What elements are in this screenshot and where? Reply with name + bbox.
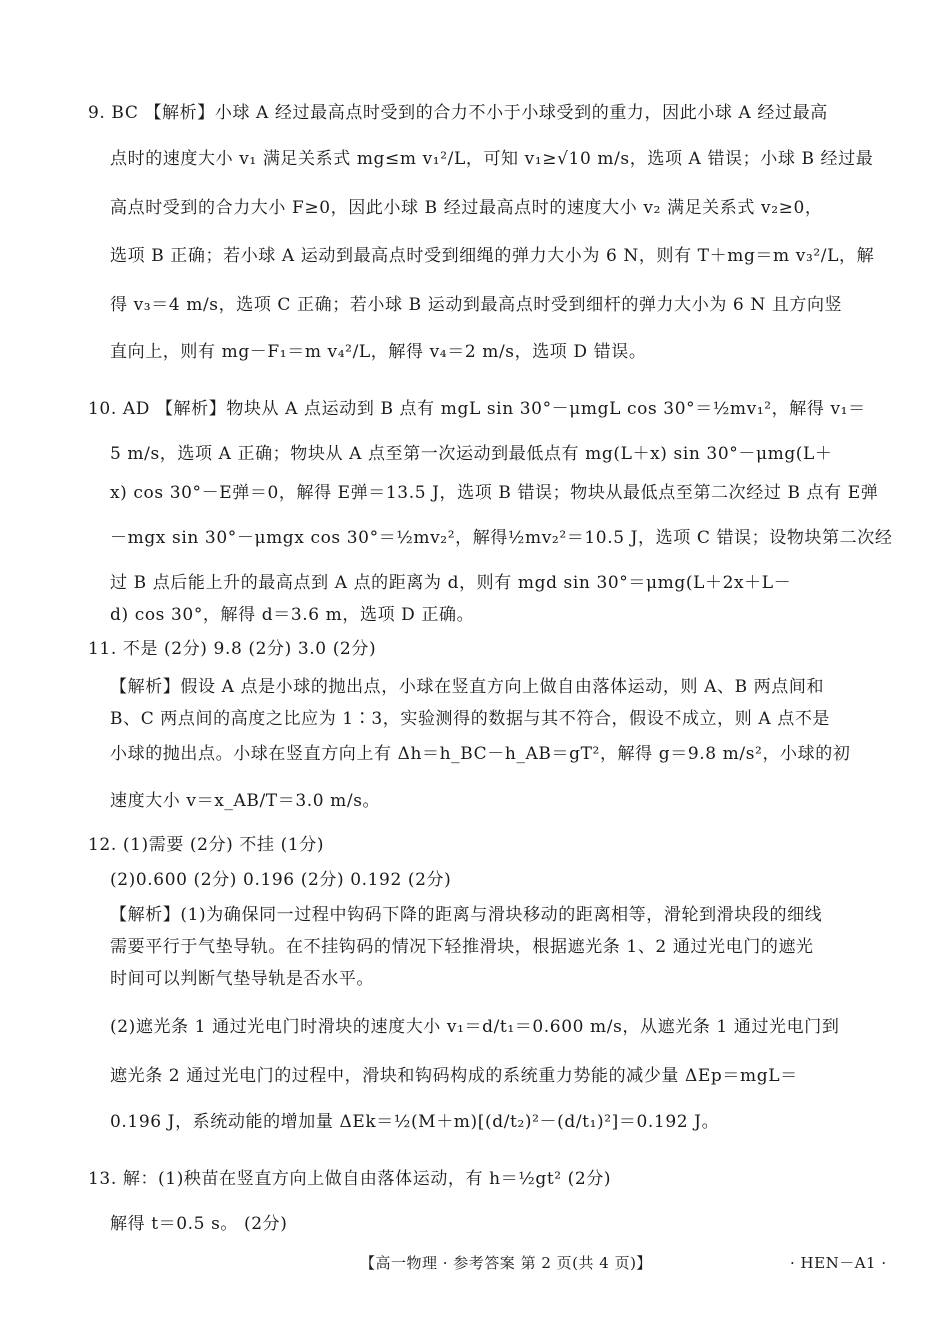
text-line: 9. BC 【解析】小球 A 经过最高点时受到的合力不小于小球受到的重力，因此小球 A 经过最高 (88, 103, 828, 123)
page-footer (0, 1252, 950, 1276)
text-line: 13. 解：(1)秧苗在竖直方向上做自由落体运动，有 h＝½gt² (2分) (88, 1169, 612, 1189)
text-line: 需要平行于气垫导轨。在不挂钩码的情况下轻推滑块，根据遮光条 1、2 通过光电门的遮光 (110, 937, 814, 957)
text-line: 解得 t＝0.5 s。 (2分) (110, 1214, 288, 1234)
text-line: 10. AD 【解析】物块从 A 点运动到 B 点有 mgL sin 30°－μmgL cos 30°＝½mv₁²，解得 v₁＝ (88, 399, 866, 419)
text-line: 直向上，则有 mg－F₁＝m v₄²/L，解得 v₄＝2 m/s，选项 D 错误。 (110, 342, 647, 362)
text-line: －mgx sin 30°－μmgx cos 30°＝½mv₂²，解得½mv₂²＝10.5 J，选项 C 错误；设物块第二次经 (110, 528, 893, 548)
text-line: 11. 不是 (2分) 9.8 (2分) 3.0 (2分) (88, 639, 377, 659)
text-line: 小球的抛出点。小球在竖直方向上有 Δh＝h_BC－h_AB＝gT²，解得 g＝9.8 m/s²，小球的初 (110, 744, 851, 764)
footer-page-info: 【高一物理 · 参考答案 第 2 页(共 4 页)】 (360, 1254, 652, 1272)
text-line: (2)遮光条 1 通过光电门时滑块的速度大小 v₁＝d/t₁＝0.600 m/s，从遮光条 1 通过光电门到 (110, 1017, 840, 1037)
text-line: (2)0.600 (2分) 0.196 (2分) 0.192 (2分) (110, 870, 452, 890)
text-line: 点时的速度大小 v₁ 满足关系式 mg≤m v₁²/L，可知 v₁≥√10 m/s，选项 A 错误；小球 B 经过最 (110, 149, 874, 169)
text-line: 5 m/s，选项 A 正确；物块从 A 点至第一次运动到最低点有 mg(L＋x) sin 30°－μmg(L＋ (110, 444, 833, 464)
text-line: 【解析】假设 A 点是小球的抛出点，小球在竖直方向上做自由落体运动，则 A、B 两点间和 (110, 677, 825, 697)
text-line: 【解析】(1)为确保同一过程中钩码下降的距离与滑块移动的距离相等，滑轮到滑块段的细线 (110, 905, 823, 925)
footer-code: · HEN－A1 · (790, 1254, 887, 1272)
text-line: 速度大小 v＝x_AB/T＝3.0 m/s。 (110, 791, 381, 811)
text-line: 0.196 J，系统动能的增加量 ΔEk＝½(M＋m)[(d/t₂)²－(d/t₁)²]＝0.192 J。 (110, 1112, 720, 1132)
text-line: B、C 两点间的高度之比应为 1∶3，实验测得的数据与其不符合，假设不成立，则 A 点不是 (110, 709, 831, 729)
text-line: 得 v₃＝4 m/s，选项 C 正确；若小球 B 运动到最高点时受到细杆的弹力大小为 6 N 且方向竖 (110, 295, 843, 315)
text-line: 时间可以判断气垫导轨是否水平。 (110, 969, 374, 989)
text-line: d) cos 30°，解得 d＝3.6 m，选项 D 正确。 (110, 605, 475, 625)
text-line: 遮光条 2 通过光电门的过程中，滑块和钩码构成的系统重力势能的减少量 ΔEp＝mgL＝ (110, 1066, 798, 1086)
text-line: 过 B 点后能上升的最高点到 A 点的距离为 d，则有 mgd sin 30°＝μmg(L＋2x＋L－ (110, 573, 792, 593)
text-line: 12. (1)需要 (2分) 不挂 (1分) (88, 835, 325, 855)
text-line: 选项 B 正确；若小球 A 运动到最高点时受到细绳的弹力大小为 6 N，则有 T＋mg＝m v₃²/L，解 (110, 246, 875, 266)
text-line: 高点时受到的合力大小 F≥0，因此小球 B 经过最高点时的速度大小 v₂ 满足关系式 v₂≥0， (110, 198, 823, 218)
text-line: x) cos 30°－E弹＝0，解得 E弹＝13.5 J，选项 B 错误；物块从最低点至第二次经过 B 点有 E弹 (110, 483, 879, 503)
